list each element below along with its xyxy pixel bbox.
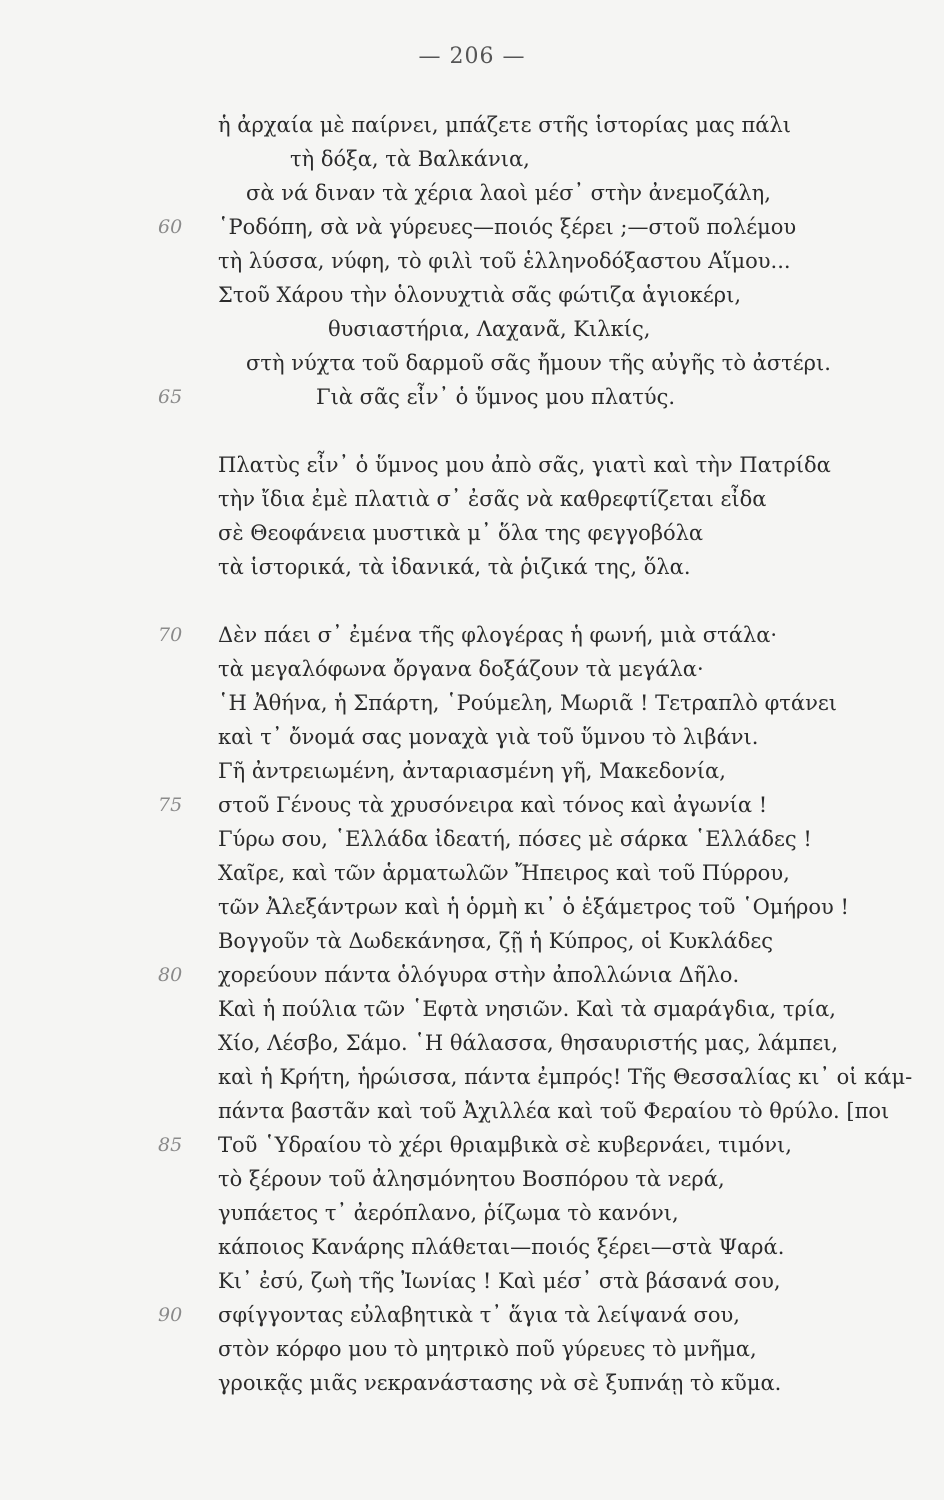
verse-line: σὰ νά διναν τὰ χέρια λαοὶ μέσ᾽ στὴν ἀνεμοζάλη, [246, 181, 771, 205]
verse-line: Χίο, Λέσβο, Σάμο. ῾Η θάλασσα, θησαυριστής μας, λάμπει, [218, 1031, 839, 1055]
line-number: 60 [158, 216, 183, 238]
line-number: 80 [158, 964, 183, 986]
verse-line: κάποιος Κανάρης πλάθεται—ποιός ξέρει—στὰ Ψαρά. [218, 1235, 785, 1259]
verse-line: σφίγγοντας εὐλαβητικὰ τ᾽ ἅγια τὰ λείψανά σου, [218, 1303, 740, 1327]
line-number: 70 [158, 624, 183, 646]
verse-line: καὶ τ᾽ ὄνομά σας μοναχὰ γιὰ τοῦ ὕμνου τὸ λιβάνι. [218, 725, 759, 749]
verse-line: Καὶ ἡ πούλια τῶν ῾Εφτὰ νησιῶν. Καὶ τὰ σμαράγδια, τρία, [218, 997, 836, 1021]
verse-line: τὸ ξέρουν τοῦ ἀλησμόνητου Βοσπόρου τὰ νερά, [218, 1167, 725, 1191]
verse-line: γροικᾷς μιᾶς νεκρανάστασης νὰ σὲ ξυπνάῃ τὸ κῦμα. [218, 1371, 782, 1395]
verse-line: χορεύουν πάντα ὁλόγυρα στὴν ἀπολλώνια Δῆλο. [218, 963, 740, 987]
verse-line: ῾Η Ἀθήνα, ἡ Σπάρτη, ῾Ρούμελη, Μωριᾶ ! Τετραπλὸ φτάνει [218, 691, 837, 715]
verse-line: τῶν Ἀλεξάντρων καὶ ἡ ὁρμὴ κι᾽ ὁ ἑξάμετρος τοῦ ῾Ομήρου ! [218, 895, 849, 919]
verse-line: Γῆ ἀντρειωμένη, ἀνταριασμένη γῆ, Μακεδονία, [218, 759, 726, 783]
verse-line: Κι᾽ ἐσύ, ζωὴ τῆς Ἰωνίας ! Καὶ μέσ᾽ στὰ βάσανά σου, [218, 1269, 781, 1293]
verse-line: τὰ μεγαλόφωνα ὄργανα δοξάζουν τὰ μεγάλα· [218, 657, 704, 681]
verse-line: Γιὰ σᾶς εἶν᾽ ὁ ὕμνος μου πλατύς. [316, 385, 676, 409]
verse-line: στὴ νύχτα τοῦ δαρμοῦ σᾶς ἤμουν τῆς αὐγῆς τὸ ἀστέρι. [246, 351, 831, 375]
verse-line: θυσιαστήρια, Λαχανᾶ, Κιλκίς, [328, 317, 651, 341]
verse-line: σὲ Θεοφάνεια μυστικὰ μ᾽ ὅλα της φεγγοβόλα [218, 521, 704, 545]
line-number: 85 [158, 1134, 183, 1156]
line-number: 65 [158, 386, 183, 408]
verse-line: γυπάετος τ᾽ ἀερόπλανο, ῥίζωμα τὸ κανόνι, [218, 1201, 679, 1225]
verse-line: τὴ δόξα, τὰ Βαλκάνια, [290, 147, 530, 171]
verse-line: στοῦ Γένους τὰ χρυσόνειρα καὶ τόνος καὶ ἀγωνία ! [218, 793, 768, 817]
verse-line: Βογγοῦν τὰ Δωδεκάνησα, ζῇ ἡ Κύπρος, οἱ Κυκλάδες [218, 929, 773, 953]
verse-line: Στοῦ Χάρου τὴν ὁλονυχτιὰ σᾶς φώτιζα ἁγιοκέρι, [218, 283, 742, 307]
line-number: 75 [158, 794, 183, 816]
verse-line: Δὲν πάει σ᾽ ἐμένα τῆς φλογέρας ἡ φωνή, μιὰ στάλα· [218, 623, 778, 647]
page-number: — 206 — [418, 44, 526, 69]
verse-line: Χαῖρε, καὶ τῶν ἁρματωλῶν Ἤπειρος καὶ τοῦ Πύρρου, [218, 861, 790, 885]
verse-line: στὸν κόρφο μου τὸ μητρικὸ ποῦ γύρευες τὸ μνῆμα, [218, 1337, 757, 1361]
verse-line: Τοῦ ῾Υδραίου τὸ χέρι θριαμβικὰ σὲ κυβερνάει, τιμόνι, [218, 1133, 792, 1157]
verse-line: τὴν ἴδια ἐμὲ πλατιὰ σ᾽ ἐσᾶς νὰ καθρεφτίζεται εἶδα [218, 487, 767, 511]
verse-line: τὰ ἱστορικά, τὰ ἰδανικά, τὰ ῥιζικά της, ὅλα. [218, 555, 691, 579]
verse-line: Γύρω σου, ῾Ελλάδα ἰδεατή, πόσες μὲ σάρκα ῾Ελλάδες ! [218, 827, 812, 851]
verse-line: ἡ ἀρχαία μὲ παίρνει, μπάζετε στῆς ἱστορίας μας πάλι [218, 113, 792, 137]
verse-line: ῾Ροδόπη, σὰ νὰ γύρευες—ποιός ξέρει ;—στοῦ πολέμου [218, 215, 797, 239]
verse-line: τὴ λύσσα, νύφη, τὸ φιλὶ τοῦ ἑλληνοδόξαστου Αἵμου... [218, 249, 791, 273]
verse-line: πάντα βαστᾶν καὶ τοῦ Ἀχιλλέα καὶ τοῦ Φεραίου τὸ θρύλο. [ποι [218, 1099, 890, 1123]
verse-line: Πλατὺς εἶν᾽ ὁ ὕμνος μου ἀπὸ σᾶς, γιατὶ καὶ τὴν Πατρίδα [218, 453, 831, 477]
line-number: 90 [158, 1304, 183, 1326]
verse-line: καὶ ἡ Κρήτη, ἡρώισσα, πάντα ἐμπρός! Τῆς Θεσσαλίας κι᾽ οἱ κάμ- [218, 1065, 913, 1089]
